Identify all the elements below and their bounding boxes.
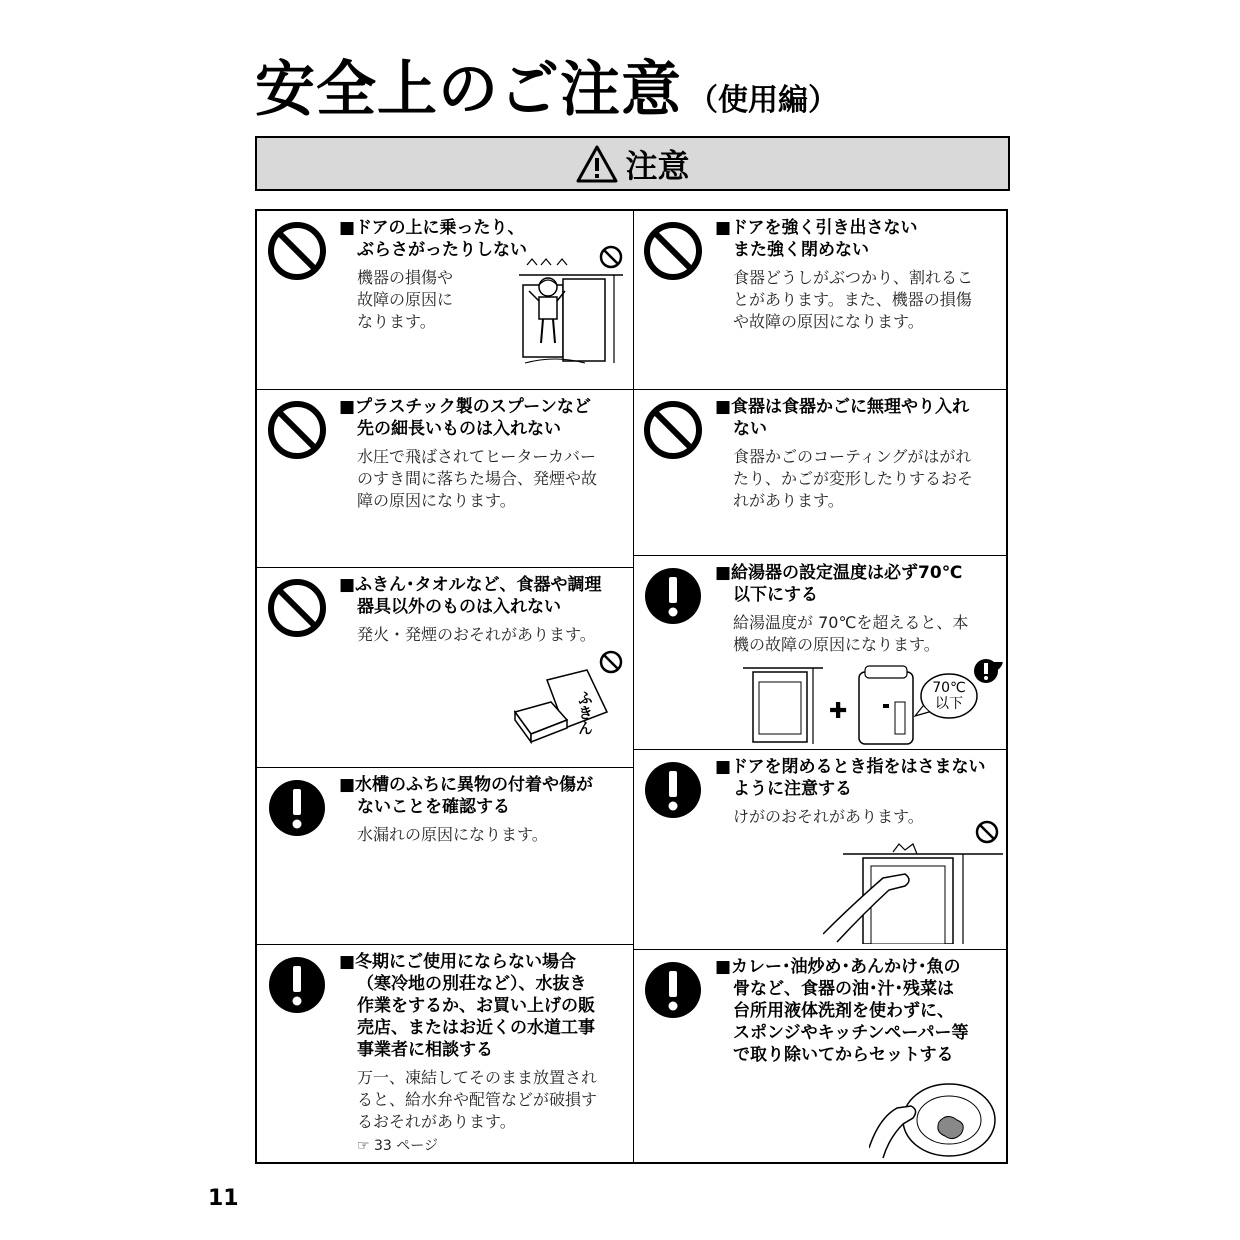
- prohibition-icon: [267, 578, 327, 638]
- towel-illustration: [507, 650, 627, 750]
- caution-item: [633, 389, 1008, 555]
- heading-line: （寒冷地の別荘など）、水抜き: [357, 974, 587, 994]
- prohibition-icon: [643, 221, 703, 281]
- caution-item: [257, 389, 633, 567]
- item-heading: [715, 756, 1000, 800]
- towel-label: ふきん: [576, 690, 594, 735]
- caution-item: [257, 567, 633, 767]
- prohibition-icon: [267, 221, 327, 281]
- page-title-main: 安全上のご注意: [255, 55, 682, 125]
- caution-item: [633, 555, 1008, 749]
- item-heading: [715, 217, 1000, 261]
- heading-line: 作業をするか、お買い上げの販: [357, 996, 595, 1016]
- heading-line: ■ふきん･タオルなど、食器や調理: [339, 575, 602, 595]
- heading-line: ように注意する: [733, 779, 852, 799]
- heading-line: また強く閉めない: [733, 240, 869, 260]
- item-body: [733, 612, 1000, 656]
- water-heater-illustration: [743, 662, 1003, 748]
- body-line: 水圧で飛ばされてヒーターカバー: [357, 447, 597, 466]
- heading-line: 台所用液体洗剤を使わずに、: [733, 1001, 954, 1021]
- heading-line: ■プラスチック製のスプーンなど: [339, 397, 591, 417]
- prohibition-icon: [267, 400, 327, 460]
- item-heading: [339, 396, 625, 440]
- plate-wiping-illustration: [869, 1078, 999, 1160]
- mandatory-icon: [267, 955, 327, 1015]
- body-line: ると、給水弁や配管などが破損す: [357, 1090, 598, 1109]
- finger-pinch-illustration: [823, 814, 1003, 944]
- body-line: るおそれがあります。: [357, 1112, 516, 1131]
- body-line: なります。: [357, 312, 436, 331]
- heading-line: で取り除いてからセットする: [733, 1045, 954, 1065]
- prohibition-icon: [643, 400, 703, 460]
- child-on-door-illustration: [519, 245, 631, 369]
- item-body: [357, 446, 625, 512]
- body-line: や故障の原因になります。: [733, 312, 924, 331]
- heading-line: ■ドアを閉めるとき指をはさまない: [715, 757, 986, 777]
- temperature-bubble-line: 70℃: [932, 680, 966, 696]
- heading-line: 器具以外のものは入れない: [357, 597, 561, 617]
- page-title: [255, 42, 838, 128]
- heading-line: 骨など、食器の油･汁･残菜は: [733, 979, 954, 999]
- heading-line: ■水槽のふちに異物の付着や傷が: [339, 775, 594, 795]
- page-number: 11: [208, 1186, 239, 1211]
- caution-item: [633, 949, 1008, 1164]
- caution-item: [633, 211, 1008, 389]
- body-line: けがのおそれがあります。: [733, 807, 924, 826]
- heading-line: スポンジやキッチンペーパー等: [733, 1023, 969, 1043]
- item-heading: [715, 396, 1000, 440]
- caution-item: [257, 211, 633, 389]
- item-heading: [339, 951, 625, 1061]
- body-line: れがあります。: [733, 491, 844, 510]
- item-heading: [339, 574, 625, 618]
- temperature-bubble-line: 以下: [935, 696, 963, 712]
- caution-banner: [255, 136, 1010, 191]
- item-body: [357, 1067, 625, 1133]
- body-line: とがあります。また、機器の損傷: [733, 290, 972, 309]
- caution-grid: [255, 209, 1008, 1164]
- item-body: [733, 267, 1000, 333]
- page-title-sub: （使用編）: [688, 83, 838, 118]
- item-body: [357, 624, 625, 646]
- body-line: 給湯温度が 70℃を超えると、本: [733, 613, 969, 632]
- heading-line: ■冬期にご使用にならない場合: [339, 952, 577, 972]
- body-line: のすき間に落ちた場合、発煙や故: [357, 469, 598, 488]
- mandatory-small-icon: [973, 658, 999, 684]
- heading-line: 売店、またはお近くの水道工事: [357, 1018, 595, 1038]
- heading-line: 事業者に相談する: [357, 1040, 493, 1060]
- heading-line: ■食器は食器かごに無理やり入れ: [715, 397, 970, 417]
- caution-item: [257, 767, 633, 944]
- heading-line: 先の細長いものは入れない: [357, 419, 561, 439]
- heading-line: ない: [733, 419, 767, 439]
- body-line: 機器の損傷や: [357, 268, 454, 287]
- caution-label: 注意: [625, 146, 690, 185]
- caution-item: [257, 944, 633, 1164]
- body-line: 食器どうしがぶつかり、割れるこ: [733, 268, 974, 287]
- item-heading: [715, 956, 1000, 1066]
- mandatory-icon: [267, 778, 327, 838]
- item-body: [733, 446, 1000, 512]
- heading-line: ■カレー･油炒め･あんかけ･魚の: [715, 957, 961, 977]
- warning-triangle-icon: [575, 144, 619, 184]
- heading-line: ないことを確認する: [357, 797, 510, 817]
- mandatory-icon: [643, 960, 703, 1020]
- body-line: たり、かごが変形したりするおそ: [733, 469, 974, 488]
- body-line: 水漏れの原因になります。: [357, 825, 548, 844]
- body-line: 万一、凍結してそのまま放置され: [357, 1068, 598, 1087]
- heading-line: 以下にする: [733, 585, 818, 605]
- mandatory-icon: [643, 760, 703, 820]
- body-line: 発火・発煙のおそれがあります。: [357, 625, 596, 644]
- page-reference: ☞ 33 ページ: [357, 1138, 438, 1154]
- heading-line: ■ドアの上に乗ったり、: [339, 218, 525, 238]
- caution-item: [633, 749, 1008, 949]
- heading-line: ■ドアを強く引き出さない: [715, 218, 918, 238]
- mandatory-icon: [643, 566, 703, 626]
- item-heading: [339, 774, 625, 818]
- item-heading: [715, 562, 1000, 606]
- body-line: 障の原因になります。: [357, 491, 516, 510]
- item-body: [357, 824, 625, 846]
- heading-line: ぶらさがったりしない: [357, 240, 527, 260]
- body-line: 故障の原因に: [357, 290, 454, 309]
- body-line: 食器かごのコーティングがはがれ: [733, 447, 972, 466]
- svg-text:✚: ✚: [829, 699, 848, 724]
- heading-line: ■給湯器の設定温度は必ず70℃: [715, 563, 963, 583]
- body-line: 機の故障の原因になります。: [733, 635, 940, 654]
